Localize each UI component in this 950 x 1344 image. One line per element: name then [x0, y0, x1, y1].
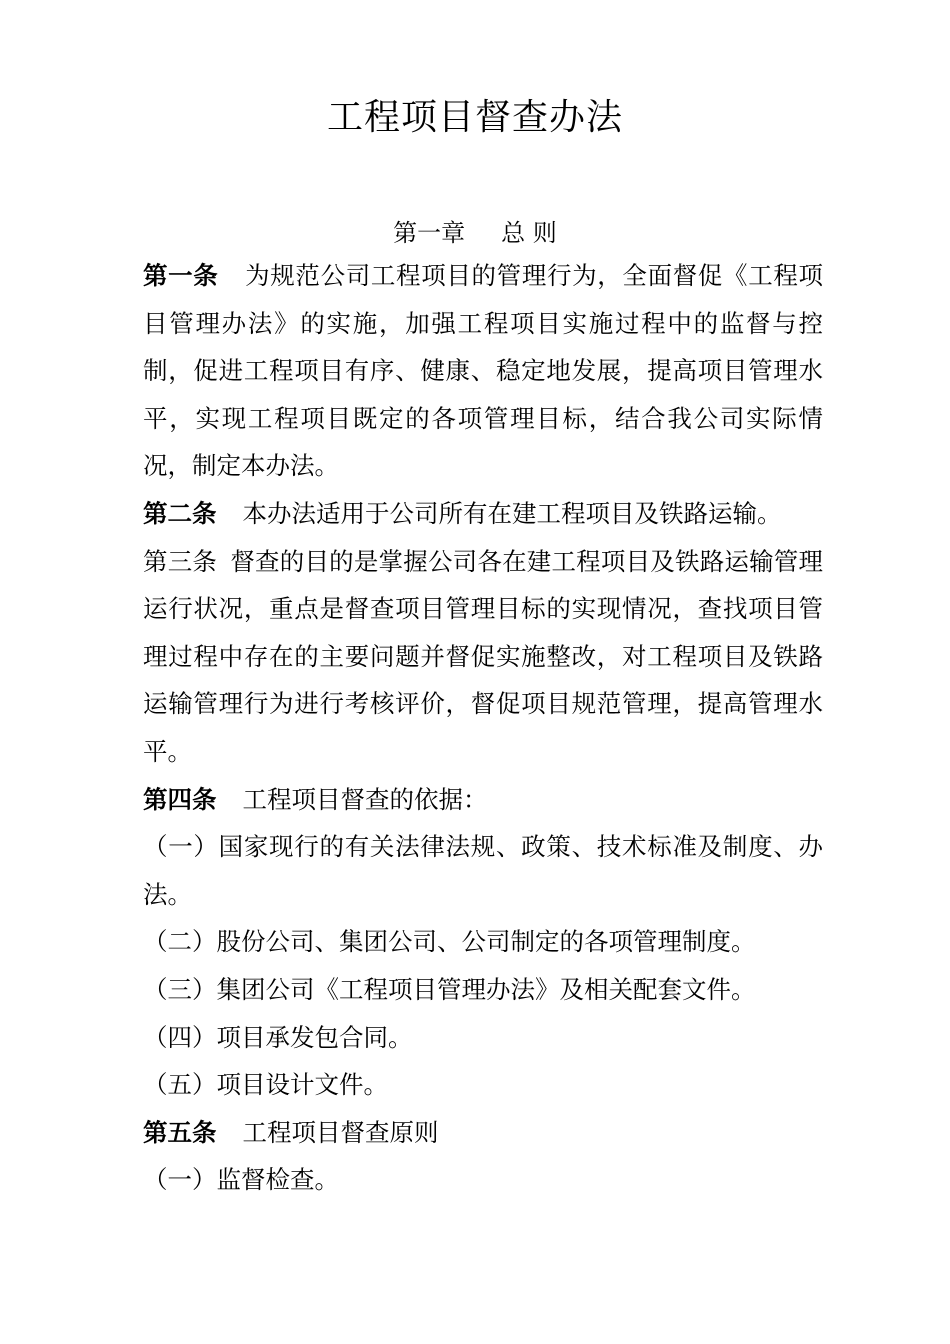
basis-item: （三）集团公司《工程项目管理办法》及相关配套文件。 — [143, 974, 756, 1004]
article-text: 工程项目督查的依据： — [242, 784, 488, 814]
article-text: 督查的目的是掌握公司各在建工程项目及铁路运输管理运行状况，重点是督查项目管理目标的实现情况，查找项目管理过程中存在的主要问题并督促实施整改，对工程项目及铁路运输管理行为进行考核评价，督促项目规范管理，提高管理水平。 — [143, 546, 824, 766]
document-body — [143, 252, 823, 1204]
principle-item: （一）监督检查。 — [143, 1165, 339, 1195]
basis-item: （二）股份公司、集团公司、公司制定的各项管理制度。 — [143, 927, 756, 957]
basis-item: （五）项目设计文件。 — [143, 1070, 388, 1100]
article-text: 为规范公司工程项目的管理行为，全面督促《工程项目管理办法》的实施，加强工程项目实施过程中的监督与控制，促进工程项目有序、健康、稳定地发展，提高项目管理水平，实现工程项目既定的各项管理目标，结合我公司实际情况，制定本办法。 — [143, 261, 824, 481]
article-2 — [143, 490, 823, 538]
article-4 — [143, 776, 823, 824]
chapter-heading — [0, 216, 950, 250]
chapter-name: 总 则 — [501, 219, 557, 247]
chapter-number: 第一章 — [393, 219, 466, 247]
article-label: 第三条 — [143, 546, 218, 576]
article-label: 第二条 — [143, 498, 217, 528]
article-text: 工程项目督查原则 — [242, 1117, 439, 1147]
article-5 — [143, 1109, 823, 1157]
article-label: 第五条 — [143, 1117, 217, 1147]
article-text: 本办法适用于公司所有在建工程项目及铁路运输。 — [242, 498, 782, 528]
document-title: 工程项目督查办法 — [326, 97, 623, 138]
article-1 — [143, 252, 823, 490]
article-label: 第一条 — [143, 261, 219, 290]
basis-item: （一）国家现行的有关法律法规、政策、技术标准及制度、办法。 — [143, 832, 823, 909]
article-3 — [143, 538, 823, 776]
basis-item: （四）项目承发包合同。 — [143, 1022, 413, 1052]
article-label: 第四条 — [143, 784, 217, 814]
